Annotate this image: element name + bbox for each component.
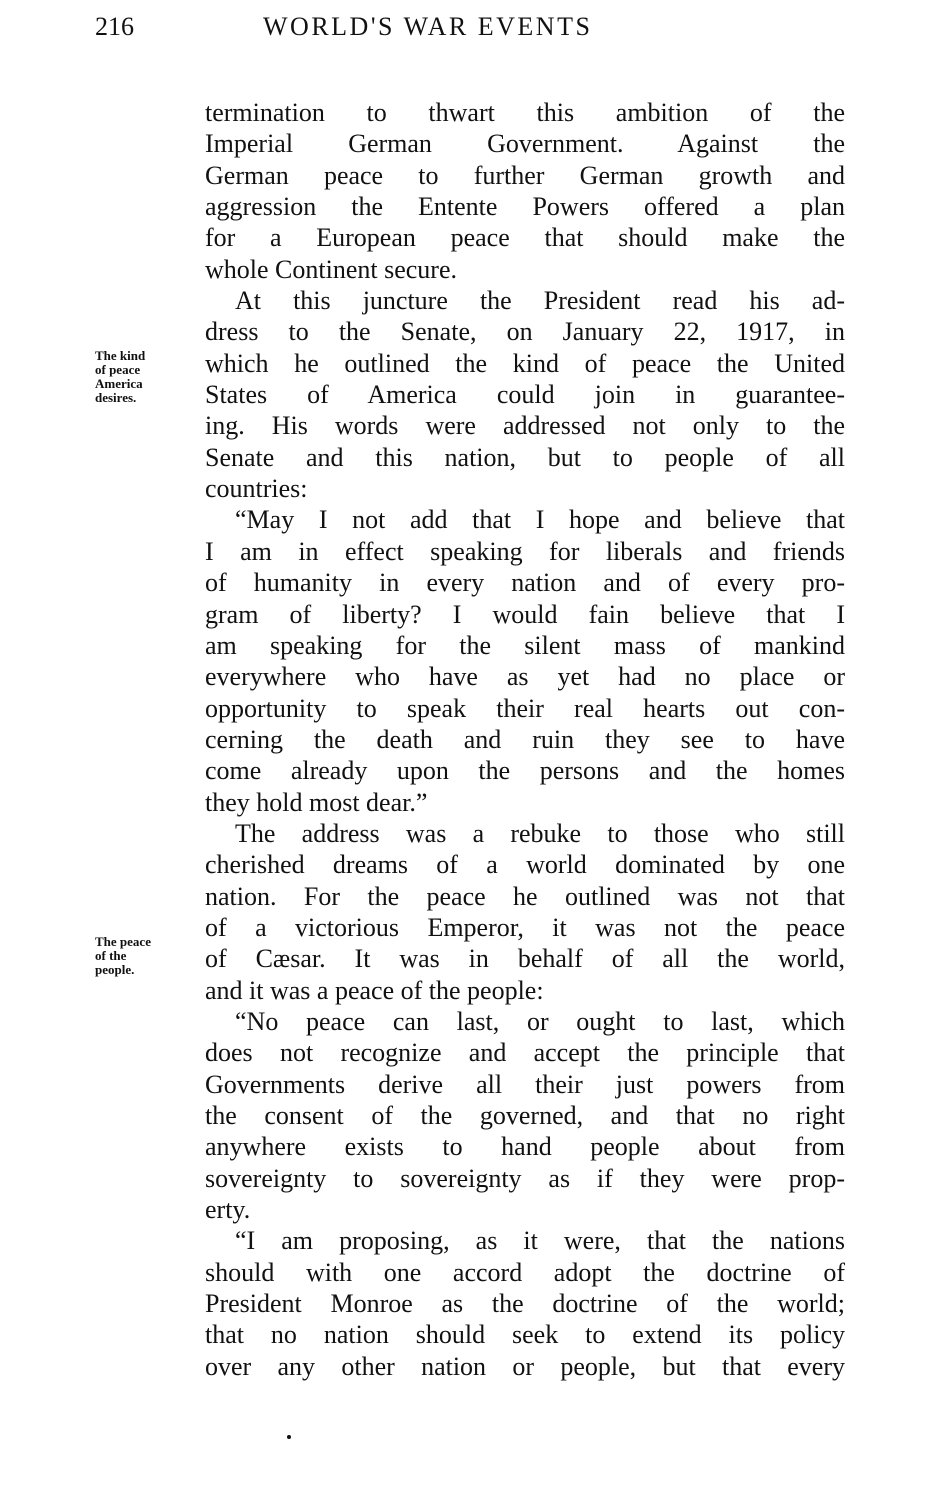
text-line: am speaking for the silent mass of mankind bbox=[205, 630, 845, 660]
text-line: should with one accord adopt the doctrine of bbox=[205, 1257, 845, 1287]
text-line: for a European peace that should make the bbox=[205, 223, 845, 253]
text-line: whole Continent secure. bbox=[205, 254, 457, 284]
text-line: At this juncture the President read his ad- bbox=[235, 286, 845, 316]
text-line: over any other nation or people, but that every bbox=[205, 1351, 845, 1381]
text-line: “No peace can last, or ought to last, which bbox=[235, 1006, 845, 1036]
text-line: come already upon the persons and the homes bbox=[205, 756, 845, 786]
text-line: countries: bbox=[205, 474, 308, 504]
text-line: Senate and this nation, but to people of all bbox=[205, 442, 845, 472]
text-line: cerning the death and ruin they see to have bbox=[205, 724, 845, 754]
text-line: ing. His words were addressed not only to the bbox=[205, 411, 845, 441]
margin-note-kind-of-peace bbox=[95, 349, 145, 405]
margin-note-peace-of-people bbox=[95, 935, 151, 977]
paragraph bbox=[205, 1225, 845, 1382]
margin-note-line: desires. bbox=[95, 390, 137, 405]
text-line: “May I not add that I hope and believe that bbox=[235, 505, 845, 535]
text-line: the consent of the governed, and that no right bbox=[205, 1101, 845, 1130]
text-line: anywhere exists to hand people about from bbox=[205, 1132, 845, 1162]
text-line: I am in effect speaking for liberals and friends bbox=[205, 536, 845, 566]
margin-note-line: of the bbox=[95, 948, 127, 963]
text-line: termination to thwart this ambition of the bbox=[205, 98, 845, 127]
running-head: WORLD'S WAR EVENTS bbox=[263, 12, 593, 41]
margin-note-line: America bbox=[95, 376, 143, 391]
margin-note-line: of peace bbox=[95, 362, 141, 377]
paragraph bbox=[205, 1006, 845, 1225]
margin-note-line: people. bbox=[95, 962, 135, 977]
body-text bbox=[205, 97, 845, 1382]
text-line: The address was a rebuke to those who still bbox=[235, 818, 845, 848]
text-line: does not recognize and accept the principle that bbox=[205, 1038, 845, 1068]
text-line: everywhere who have as yet had no place or bbox=[205, 662, 845, 692]
text-line: sovereignty to sovereignty as if they were prop- bbox=[205, 1163, 845, 1193]
text-line: cherished dreams of a world dominated by one bbox=[205, 850, 845, 880]
text-line: that no nation should seek to extend its policy bbox=[205, 1320, 845, 1350]
text-line: Governments derive all their just powers from bbox=[205, 1069, 845, 1099]
text-line: and it was a peace of the people: bbox=[205, 975, 544, 1005]
text-line: German peace to further German growth and bbox=[205, 160, 845, 190]
text-line: aggression the Entente Powers offered a plan bbox=[205, 192, 845, 222]
text-line: President Monroe as the doctrine of the world; bbox=[205, 1289, 845, 1319]
margin-note-line: The peace bbox=[95, 934, 151, 949]
paragraph bbox=[205, 818, 845, 1006]
text-line: of a victorious Emperor, it was not the peace bbox=[205, 912, 845, 942]
paragraph bbox=[205, 504, 845, 817]
text-line: States of America could join in guarantee- bbox=[205, 380, 845, 410]
text-line: “I am proposing, as it were, that the nations bbox=[235, 1226, 845, 1256]
text-line: gram of liberty? I would fain believe that I bbox=[205, 599, 845, 629]
page-number: 216 bbox=[95, 12, 134, 41]
text-line: Imperial German Government. Against the bbox=[205, 129, 845, 159]
text-line: of humanity in every nation and of every pro- bbox=[205, 568, 845, 598]
text-line: erty. bbox=[205, 1195, 251, 1225]
paragraph bbox=[205, 97, 845, 285]
paragraph bbox=[205, 285, 845, 504]
text-line: which he outlined the kind of peace the United bbox=[205, 348, 845, 378]
print-speck bbox=[287, 1435, 291, 1439]
text-line: opportunity to speak their real hearts out con- bbox=[205, 693, 845, 723]
margin-note-line: The kind bbox=[95, 348, 146, 363]
text-line: dress to the Senate, on January 22, 1917, in bbox=[205, 317, 845, 347]
text-line: nation. For the peace he outlined was not that bbox=[205, 881, 845, 911]
text-line: of Cæsar. It was in behalf of all the world, bbox=[205, 944, 845, 974]
text-line: they hold most dear.” bbox=[205, 787, 428, 817]
